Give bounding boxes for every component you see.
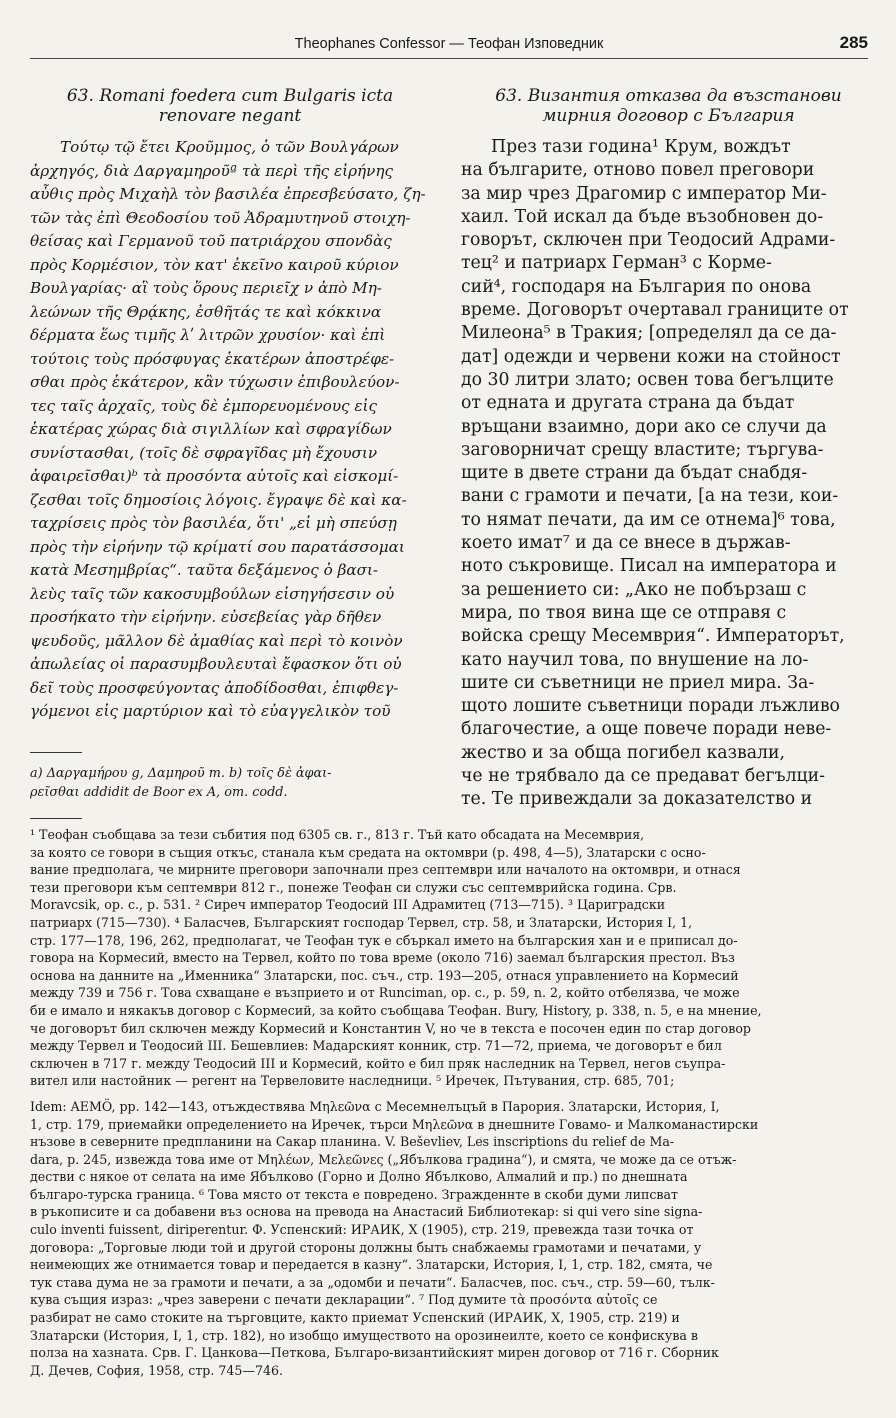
greek-text-line: αὖθις πρὸς Μιχαὴλ τὸν βασιλέα ἐπρεσβεύσατο, ζη- xyxy=(30,185,426,203)
apparatus-line: a) Δαργαμήρου g, Δαμηροῦ m. b) τοῖς δὲ ἀφαι- xyxy=(30,766,332,781)
footnote-line: Д. Дечев, София, 1958, стр. 745—746. xyxy=(30,1362,284,1378)
bulgarian-text-line: то нямат печати, да им се отнема]⁶ това, xyxy=(461,509,836,530)
bulgarian-text-line: говорът, сключен при Теодосий Адрами- xyxy=(461,230,836,251)
critical-apparatus xyxy=(30,764,432,802)
bulgarian-text-line: Милеона⁵ в Тракия; [определял да се да- xyxy=(461,323,837,344)
bulgarian-text-line: като научил това, по внушение на ло- xyxy=(461,649,809,670)
footnote-line: 1, стр. 179, приемайки определението на Иречек, търси Μηλεῶνα в днешните Говамо- и Малкоманастирски xyxy=(30,1116,759,1132)
footnote-line: дестви с някое от селата на име Ябълково (Горно и Долно Ябълково, Алмалий и пр.) по днешната xyxy=(30,1169,688,1185)
bulgarian-text-line: от едната и другата страна да бъдат xyxy=(461,393,795,414)
greek-text-line: θείσας καὶ Γερμανοῦ τοῦ πατριάρχου σπονδὰς xyxy=(30,232,392,250)
footnote-line: ¹ Теофан съобщава за тези събития под 6305 св. г., 813 г. Тъй като обсадата на Месемврия, xyxy=(30,827,645,842)
bulgarian-text-line: мира, по твоя вина ще се отправя с xyxy=(461,602,787,623)
footnote-gap xyxy=(30,1090,876,1098)
bulgarian-text-line: което имат⁷ и да се внесе в държав- xyxy=(461,533,791,554)
greek-text-line: λεὺς ταῖς τῶν κακοσυμβούλων εἰσηγήσεσιν οὐ xyxy=(30,584,395,603)
bulgarian-text-line: тец² и патриарх Герман³ с Корме- xyxy=(461,253,772,274)
bulgarian-text-line: за решението си: „Ако не побързаш с xyxy=(461,579,807,600)
footnote-line: вител или настойник — регент на Тервеловите наследници. ⁵ Иречек, Пътувания, стр. 685, 701; xyxy=(30,1073,675,1089)
greek-text-line: σθαι πρὸς ἑκάτερον, κἂν τύχωσιν ἐπιβουλεύον- xyxy=(30,373,400,391)
bulgarian-text-line: През тази година¹ Крум, вождът xyxy=(491,137,791,157)
footnote-line: Idem: AEMÖ, pp. 142—143, отъждествява Μηλεῶνα с Месемнелъцъй в Парория. Златарски, История, I, xyxy=(30,1098,720,1114)
greek-text-line: Τούτῳ τῷ ἔτει Κροῦμμος, ὁ τῶν Βουλγάρων xyxy=(60,138,399,156)
page-number: 285 xyxy=(839,33,868,52)
bulgarian-text-line: връщани взаимно, дори ако се случи да xyxy=(461,416,827,437)
footnote-line: разбират не само стоките на търговците, както приемат Успенский (ИРАИК, X, 1905, стр. 219) и xyxy=(30,1310,680,1326)
bulgarian-text-line: вани с грамоти и печати, [а на тези, кои- xyxy=(461,486,839,507)
footnote-line: неимеющих же отнимается товар и передается в казну“. Златарски, История, I, 1, стр. 182, смята, че xyxy=(30,1257,713,1273)
greek-text-line: δεῖ τοὺς προσφεύγοντας ἀποδίδοσθαι, ἐπιφθεγ- xyxy=(30,678,399,697)
footnote-line: сключен в 717 г. между Теодосий III и Кормесий, който е бил пряк наследник на Тервел, негов съупра- xyxy=(30,1055,726,1071)
greek-heading xyxy=(30,86,430,126)
bulgarian-text-line: на българите, отново повел преговори xyxy=(461,160,815,181)
bulgarian-text-line: ното съкровище. Писал на императора и xyxy=(461,556,837,577)
footnote-line: в ръкописите и са добавени въз основа на превода на Анастасий Библиотекар: si qui vero sine signa- xyxy=(30,1204,703,1220)
bulgarian-text-line: време. Договорът очертавал границите от xyxy=(461,300,849,321)
greek-text-line: προσήκατο τὴν εἰρήνην. εὐσεβείας γὰρ δῆθεν xyxy=(30,608,382,626)
greek-text-line: Βουλγαρίας· αἳ τοὺς ὅρους περιεῖχ ν ἀπὸ Μη- xyxy=(30,279,382,297)
footnote-line: culo inventi fuissent, diriperentur. Ф. Успенский: ИРАИК, X (1905), стр. 219, превежда тази точка от xyxy=(30,1222,694,1238)
greek-column xyxy=(30,86,430,771)
apparatus-line: ρεῖσθαι addidit de Boor ex A, om. codd. xyxy=(30,785,288,800)
bulgarian-text xyxy=(461,136,876,812)
greek-text-line: τῶν τὰς ἐπὶ Θεοδοσίου τοῦ Ἀδραμυτηνοῦ στοιχη- xyxy=(30,208,411,227)
footnote-line: тези преговори към септември 812 г., понеже Теофан си служи със септемврийска година. Срв. xyxy=(30,879,677,895)
bulgarian-text-line: че не трябвало да се предават бегълци- xyxy=(461,766,826,787)
bulgarian-text-line: хаил. Той искал да бъде възобновен до- xyxy=(461,206,824,227)
bulgarian-column xyxy=(461,86,876,812)
greek-text xyxy=(30,136,430,771)
greek-text-line: ἑκατέρας χώρας διὰ σιγιλλίων καὶ σφραγίδων xyxy=(30,420,392,438)
footnotes xyxy=(30,826,876,1379)
footnote-line: dara, p. 245, извежда това име от Μηλέων, Μελεῶνες („Ябълкова градина“), и смята, че може да се отъж- xyxy=(30,1151,737,1167)
greek-text-line: ἀπωλείας οἱ παρασυμβουλευταὶ ἔφασκον ὅτι οὐ xyxy=(30,655,402,673)
footnotes-divider xyxy=(30,818,82,819)
bulgarian-text-line: щите в двете страни да бъдат снабдя- xyxy=(461,463,808,484)
footnote-line: българо-турска граница. ⁶ Това място от текста е повредено. Згражденнте в скоби думи липсват xyxy=(30,1186,678,1202)
footnote-line: стр. 177—178, 196, 262, предполагат, че Теофан тук е сбъркал името на българския хан и е приписал до- xyxy=(30,932,738,948)
greek-text-line: ζεσθαι τοῖς δημοσίοις λόγοις. ἔγραψε δὲ καὶ κα- xyxy=(30,490,407,509)
footnote-line: Moravcsik, op. c., p. 531. ² Сиреч император Теодосий III Адрамитец (713—715). ³ Цариградски xyxy=(30,897,666,913)
bulgarian-text-line: шите си съветници не приел мира. За- xyxy=(461,672,815,693)
footnote-line: между 739 и 756 г. Това схващане е възприето и от Runciman, op. c., p. 59, n. 2, който отбелязва, че може xyxy=(30,985,740,1001)
footnote-line: би е имало и някакъв договор с Кормесий, за който съобщава Теофан. Bury, History, p. 338, n. 5, е на мнение, xyxy=(30,1002,762,1018)
greek-text-line: κατὰ Μεσημβρίας“. ταῦτα δεξάμενος ὁ βασι- xyxy=(30,561,379,579)
bulgarian-heading-line: 63. Византия отказва да възстанови xyxy=(495,86,842,106)
bulgarian-text-line: заговорничат срещу властите; търгува- xyxy=(461,439,824,460)
footnote-line: вание предполага, че мирните преговори започнали през септември или началото на октомври, и отнася xyxy=(30,862,741,878)
bulgarian-text-line: те. Те привеждали за доказателство и xyxy=(461,789,813,810)
greek-text-line: πρὸς Κορμέσιον, τὸν κατ' ἐκεῖνο καιροῦ κύριον xyxy=(30,255,399,274)
footnote-line: говора на Кормесий, вместо на Тервел, който по това време (около 716) заемал българския престол. Въз xyxy=(30,950,735,966)
bulgarian-heading-line: мирния договор с България xyxy=(542,106,795,126)
footnote-line: кува същия израз: „чрез заверени с печати декларации“. ⁷ Под думите τὰ προσόντα αὐτοῖς се xyxy=(30,1292,658,1308)
bulgarian-text-line: сий⁴, господаря на България по онова xyxy=(461,276,812,297)
greek-heading-line: renovare negant xyxy=(158,106,302,126)
bulgarian-text-line: дат] одежди и червени кожи на стойност xyxy=(461,346,841,367)
greek-text-line: ψευδοῦς, μᾶλλον δὲ ἀμαθίας καὶ περὶ τὸ κοινὸν xyxy=(30,631,403,650)
bulgarian-text-line: войска срещу Месемврия“. Императорът, xyxy=(461,626,845,647)
footnote-line: полза на хазната. Срв. Г. Цанкова—Петкова, Българо-византийският мирен договор от 716 г. Сборник xyxy=(30,1345,719,1361)
footnote-line: за която се говори в същия откъс, станала към средата на октомври (р. 498, 4—5), Златарски с осно- xyxy=(30,844,706,860)
bulgarian-text-line: за мир чрез Драгомир с император Ми- xyxy=(461,183,827,204)
footnote-line: между Тервел и Теодосий III. Бешевлиев: Мадарският конник, стр. 71—72, приема, че договорът е бил xyxy=(30,1038,722,1054)
greek-heading-line: 63. Romani foedera cum Bulgaris icta xyxy=(66,86,394,106)
footnote-line: тук става дума не за грамоти и печати, а за „одомби и печати“. Баласчев, пос. съч., стр. 59—60, тълк- xyxy=(30,1274,715,1290)
greek-text-line: ἀφαιρεῖσθαι)ᵇ τὰ προσόντα αὐτοῖς καὶ εἰσκομί- xyxy=(30,467,399,485)
running-title: Theophanes Confessor — Теофан Изповедник xyxy=(294,36,604,52)
bulgarian-text-line: благочестие, а още повече поради неве- xyxy=(461,719,832,740)
footnote-line: нъзове в северните предпланини на Сакар планина. V. Beševliev, Les inscriptions du relief de Ma- xyxy=(30,1134,675,1150)
bulgarian-text-line: до 30 литри злато; освен това бегълците xyxy=(461,369,834,390)
greek-text-line: τούτοις τοὺς πρόσφυγας ἑκατέρων ἀποστρέφε- xyxy=(30,349,395,368)
greek-text-line: δέρματα ἕως τιμῆς λʹ λιτρῶν χρυσίον· καὶ ἐπὶ xyxy=(30,326,386,344)
greek-text-line: γόμενοι εἰς μαρτύριον καὶ τὸ εὐαγγελικὸν τοῦ xyxy=(30,702,391,720)
bulgarian-text-line: щото лошите съветници поради лъжливо xyxy=(461,696,840,717)
apparatus-divider xyxy=(30,752,82,753)
greek-text-line: ταχρίσεις πρὸς τὸν βασιλέα, ὅτι' „εἰ μὴ σπεύσῃ xyxy=(30,514,397,532)
running-head xyxy=(30,33,868,59)
greek-text-line: λεώνων τῆς Θρᾴκης, ἐσθῆτάς τε καὶ κόκκινα xyxy=(30,302,382,321)
footnote-line: патриарх (715—730). ⁴ Баласчев, Българският господар Тервел, стр. 58, и Златарски, История I, 1, xyxy=(30,914,693,930)
greek-text-line: τες ταῖς ἀρχαῖς, τοὺς δὲ ἐμπορευομένους εἰς xyxy=(30,396,377,415)
bulgarian-heading xyxy=(461,86,876,126)
footnote-line: договора: „Торговые люди той и другой стороны должны быть снабжаемы грамотами и печатами, у xyxy=(30,1239,702,1255)
footnote-line: че договорът бил сключен между Кормесий и Константин V, но че в текста е посочен един по стар договор xyxy=(30,1020,751,1036)
greek-text-line: συνίστασθαι, (τοῖς δὲ σφραγῖδας μὴ ἔχουσιν xyxy=(30,443,378,462)
greek-text-line: πρὸς τὴν εἰρήνην τῷ κρίματί σου παρατάσσομαι xyxy=(30,537,405,556)
bulgarian-text-line: жество и за обща погибел казвали, xyxy=(461,742,786,763)
footnote-line: основа на данните на „Именника“ Златарски, пос. съч., стр. 193—205, отнася управлението на Кормесий xyxy=(30,967,739,983)
footnote-line: Златарски (История, I, 1, стр. 182), но изобщо имуществото на орозинеилте, което се конфискува в xyxy=(30,1327,699,1343)
greek-text-line: ἀρχηγός, διὰ Δαργαμηροῦª τὰ περὶ τῆς εἰρήνης xyxy=(30,161,393,180)
